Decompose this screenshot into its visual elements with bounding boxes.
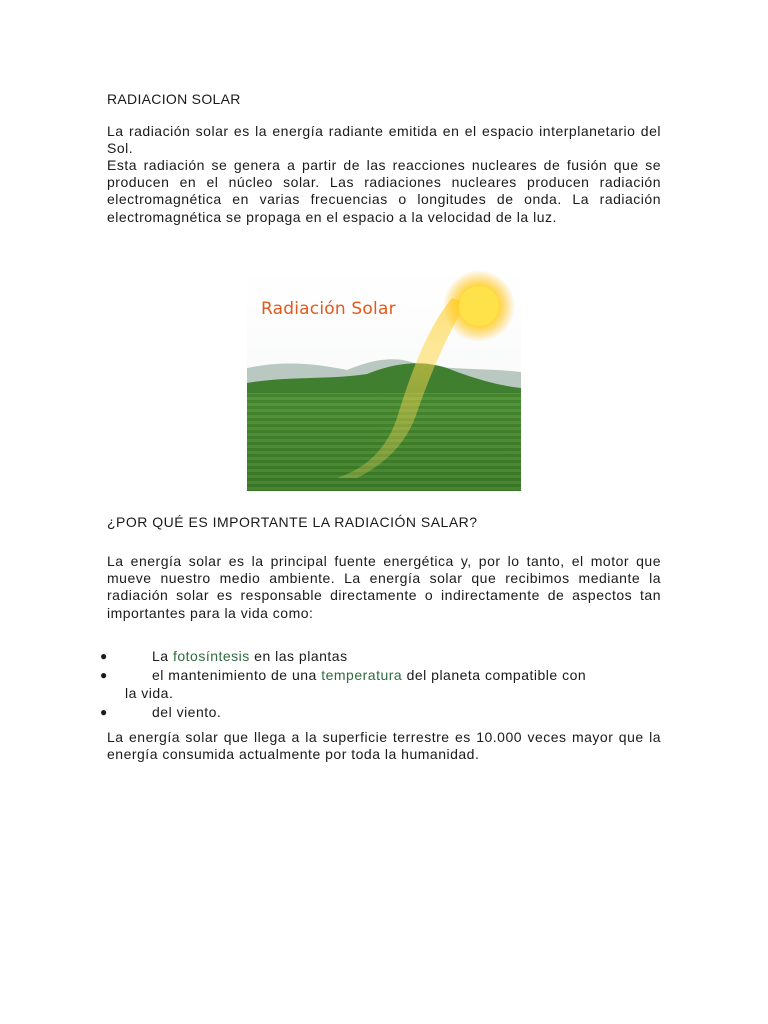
solar-radiation-illustration: [247, 268, 521, 491]
list-item-text: del viento.: [152, 703, 222, 720]
page-title: RADIACION SOLAR: [107, 91, 241, 107]
intro-paragraph-2: Esta radiación se genera a partir de las reacciones nucleares de fusión que se producen en el núcleo solar. Las radiaciones nucleares producen radiación electromagnética en varias frecuencias o longitudes de onda. La radiación electromagnética se propaga en el espacio a la velocidad de la luz.: [107, 157, 661, 225]
list-item-continuation: la vida.: [125, 685, 174, 701]
section-paragraph: La energía solar es la principal fuente energética y, por lo tanto, el motor que mueve nuestro medio ambiente. La energía solar que recibimos mediante la radiación solar es responsable directamente o indirectamente de aspectos tan importantes para la vida como:: [107, 553, 661, 621]
list-item-text: en las plantas: [249, 648, 348, 664]
list-item: [100, 666, 661, 703]
importance-list: [100, 647, 661, 721]
list-item-text: el mantenimiento de una: [152, 666, 322, 683]
list-item: [100, 703, 661, 722]
bullet-icon: ●: [100, 667, 108, 682]
temperature-link[interactable]: temperatura: [321, 666, 403, 683]
intro-paragraph-1: La radiación solar es la energía radiante emitida en el espacio interplanetario del Sol.: [107, 123, 661, 157]
list-item-text: La: [152, 648, 173, 664]
list-item: [100, 647, 661, 666]
photosynthesis-link[interactable]: fotosíntesis: [172, 648, 250, 664]
list-item-text: del planeta compatible con: [402, 666, 587, 683]
section-title: ¿POR QUÉ ES IMPORTANTE LA RADIACIÓN SALAR?: [107, 514, 478, 530]
closing-paragraph: La energía solar que llega a la superficie terrestre es 10.000 veces mayor que la energía consumida actualmente por toda la humanidad.: [107, 729, 661, 763]
figure-label: Radiación Solar: [261, 299, 396, 319]
bullet-icon: ●: [100, 704, 108, 719]
bullet-icon: ●: [100, 649, 108, 663]
